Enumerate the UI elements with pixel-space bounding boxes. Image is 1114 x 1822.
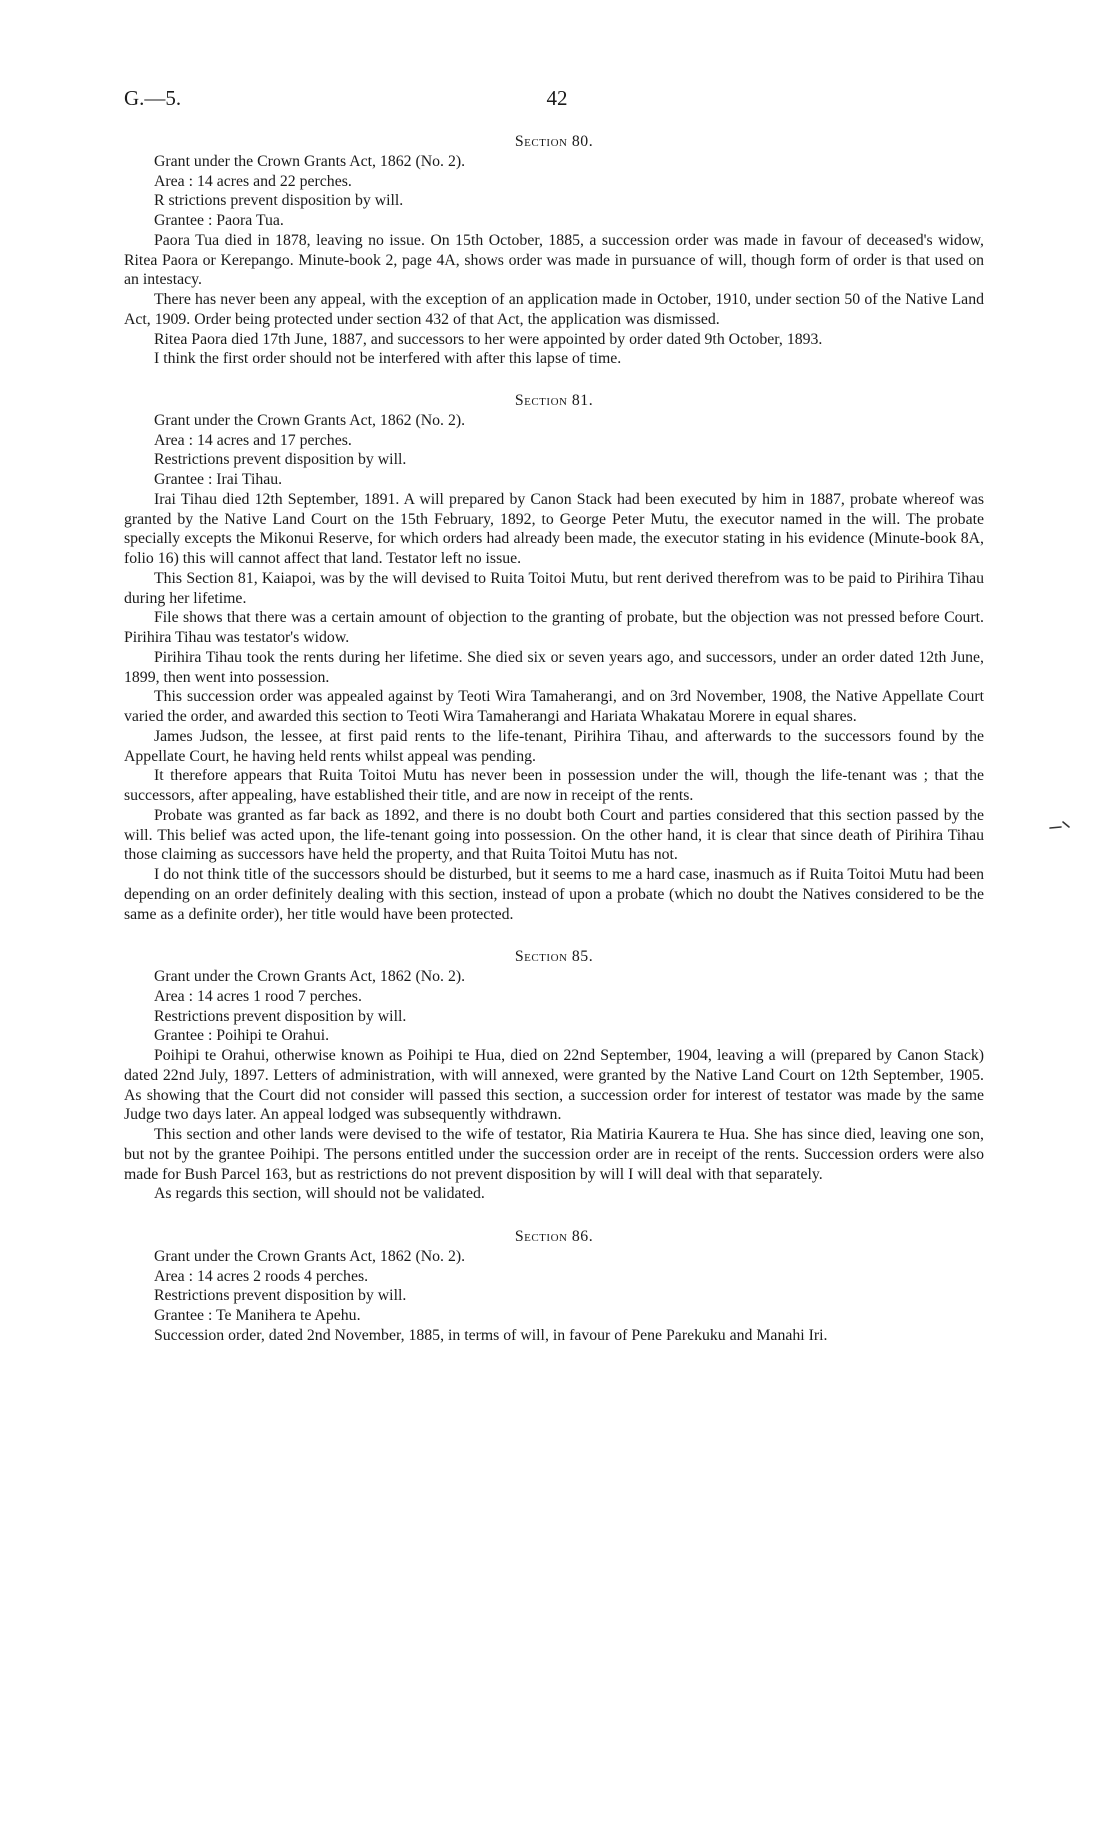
page-number: 42 — [546, 86, 568, 110]
paragraph: It therefore appears that Ruita Toitoi Mutu has never been in possession under the will, though the life-tenant was ; that the successors, after appealing, have established their title, and are now in receipt of the rents. — [124, 767, 984, 804]
grantee-line: Grantee : Te Manihera te Apehu. — [154, 1307, 361, 1324]
paragraph: This Section 81, Kaiapoi, was by the will devised to Ruita Toitoi Mutu, but rent derived therefrom was to be paid to Pirihira Tihau during her lifetime. — [124, 569, 984, 607]
section-spacer — [124, 1204, 984, 1227]
document-reference: G.—5. — [124, 86, 182, 110]
section-85 — [124, 947, 984, 1204]
section-heading: Section 86. — [514, 1228, 594, 1245]
paragraph: Ritea Paora died 17th June, 1887, and successors to her were appointed by order dated 9th October, 1893. — [154, 330, 823, 348]
paragraph: James Judson, the lessee, at first paid rents to the life-tenant, Pirihira Tihau, and afterwards to the successors found by the Appellate Court, he having held rents whilst appeal was pending. — [124, 727, 984, 765]
paragraph: Pirihira Tihau took the rents during her lifetime. She died six or seven years ago, and successors, under an order dated 12th June, 1899, then went into possession. — [124, 648, 984, 686]
grantee-line: Grantee : Irai Tihau. — [154, 471, 283, 488]
restrictions-line: R strictions prevent disposition by will. — [154, 192, 404, 210]
paragraph: Probate was granted as far back as 1892, and there is no doubt both Court and parties considered that this section passed by the will. This belief was acted upon, the life-tenant going into possession. On the other hand, it is clear that since death of Pirihira Tihau those claiming as successors have held the property, and that Ruita Toitoi Mutu has not. — [124, 806, 984, 864]
section-heading: Section 80. — [514, 133, 594, 150]
paragraph: As regards this section, will should not be validated. — [154, 1185, 485, 1203]
paragraph: Succession order, dated 2nd November, 1885, in terms of will, in favour of Pene Parekuku and Manahi Iri. — [154, 1326, 828, 1344]
grant-line: Grant under the Crown Grants Act, 1862 (No. 2). — [154, 1247, 466, 1265]
section-heading: Section 81. — [514, 392, 594, 409]
section-spacer — [124, 369, 984, 391]
paragraph: I do not think title of the successors should be disturbed, but it seems to me a hard case, inasmuch as if Ruita Toitoi Mutu had been depending on an order definitely dealing with this section, instead of upon a probate (which no doubt the Natives considered to be the same as a definite order), her title would have been protected. — [124, 866, 984, 923]
grant-line: Grant under the Crown Grants Act, 1862 (No. 2). — [154, 411, 466, 429]
section-81 — [124, 391, 984, 924]
paragraph: Poihipi te Orahui, otherwise known as Poihipi te Hua, died on 22nd September, 1904, leaving a will (prepared by Canon Stack) dated 22nd July, 1897. Letters of administration, with will annexed, were granted by the Native Land Court on 12th September, 1905. As showing that the Court did not consider will passed this section, a succession order for interest of testator was made by the same Judge two days later. An appeal lodged was subsequently withdrawn. — [124, 1047, 984, 1124]
paragraph: I think the first order should not be interfered with after this lapse of time. — [154, 350, 622, 368]
grantee-line: Grantee : Poihipi te Orahui. — [154, 1027, 330, 1045]
paragraph: Irai Tihau died 12th September, 1891. A will prepared by Canon Stack had been executed by him in 1887, probate whereof was granted by the Native Land Court on the 15th February, 1892, to George Peter Mutu, the executor named in the will. The probate specially excepts the Mikonui Reserve, for which orders had already been made, the executor stating in his evidence (Minute-book 8A, folio 16) this will cannot affect that land. Testator left no issue. — [124, 490, 984, 567]
restrictions-line: Restrictions prevent disposition by will. — [154, 1007, 407, 1025]
grant-line: Grant under the Crown Grants Act, 1862 (No. 2). — [154, 968, 466, 985]
area-line: Area : 14 acres and 22 perches. — [154, 172, 352, 190]
section-spacer — [124, 924, 984, 947]
paragraph: This section and other lands were devised to the wife of testator, Ria Matiria Kaurera te Hua. She has since died, leaving one son, but not by the grantee Poihipi. The persons entitled under the succession order are in receipt of the rents. Succession orders were also made for Bush Parcel 163, but as restrictions do not prevent disposition by will I will deal with that separately. — [124, 1126, 984, 1183]
restrictions-line: Restrictions prevent disposition by will. — [154, 1287, 407, 1305]
section-86 — [124, 1227, 984, 1346]
grant-line: Grant under the Crown Grants Act, 1862 (No. 2). — [154, 152, 466, 170]
paragraph: File shows that there was a certain amount of objection to the granting of probate, but the objection was not pressed before Court. Pirihira Tihau was testator's widow. — [124, 609, 984, 646]
paragraph: This succession order was appealed against by Teoti Wira Tamaherangi, and on 3rd November, 1908, the Native Appellate Court varied the order, and awarded this section to Teoti Wira Tamaherangi and Hariata Whakatau Morere in equal shares. — [124, 688, 984, 725]
paragraph: Paora Tua died in 1878, leaving no issue. On 15th October, 1885, a succession order was made in favour of deceased's widow, Ritea Paora or Kerepango. Minute-book 2, page 4A, shows order was made in pursuance of will, though form of order is that used on an intestacy. — [124, 231, 984, 289]
page-body — [124, 132, 984, 1346]
page-header — [0, 86, 1114, 116]
paragraph: There has never been any appeal, with the exception of an application made in October, 1910, under section 50 of the Native Land Act, 1909. Order being protected under section 432 of that Act, the application was dismissed. — [124, 291, 984, 328]
section-80 — [124, 132, 984, 369]
margin-pencil-mark — [1049, 819, 1071, 831]
restrictions-line: Restrictions prevent disposition by will. — [154, 451, 407, 469]
grantee-line: Grantee : Paora Tua. — [154, 212, 284, 229]
section-heading: Section 85. — [514, 948, 594, 966]
area-line: Area : 14 acres 2 roods 4 perches. — [154, 1267, 369, 1285]
area-line: Area : 14 acres 1 rood 7 perches. — [154, 987, 362, 1005]
area-line: Area : 14 acres and 17 perches. — [154, 431, 352, 449]
